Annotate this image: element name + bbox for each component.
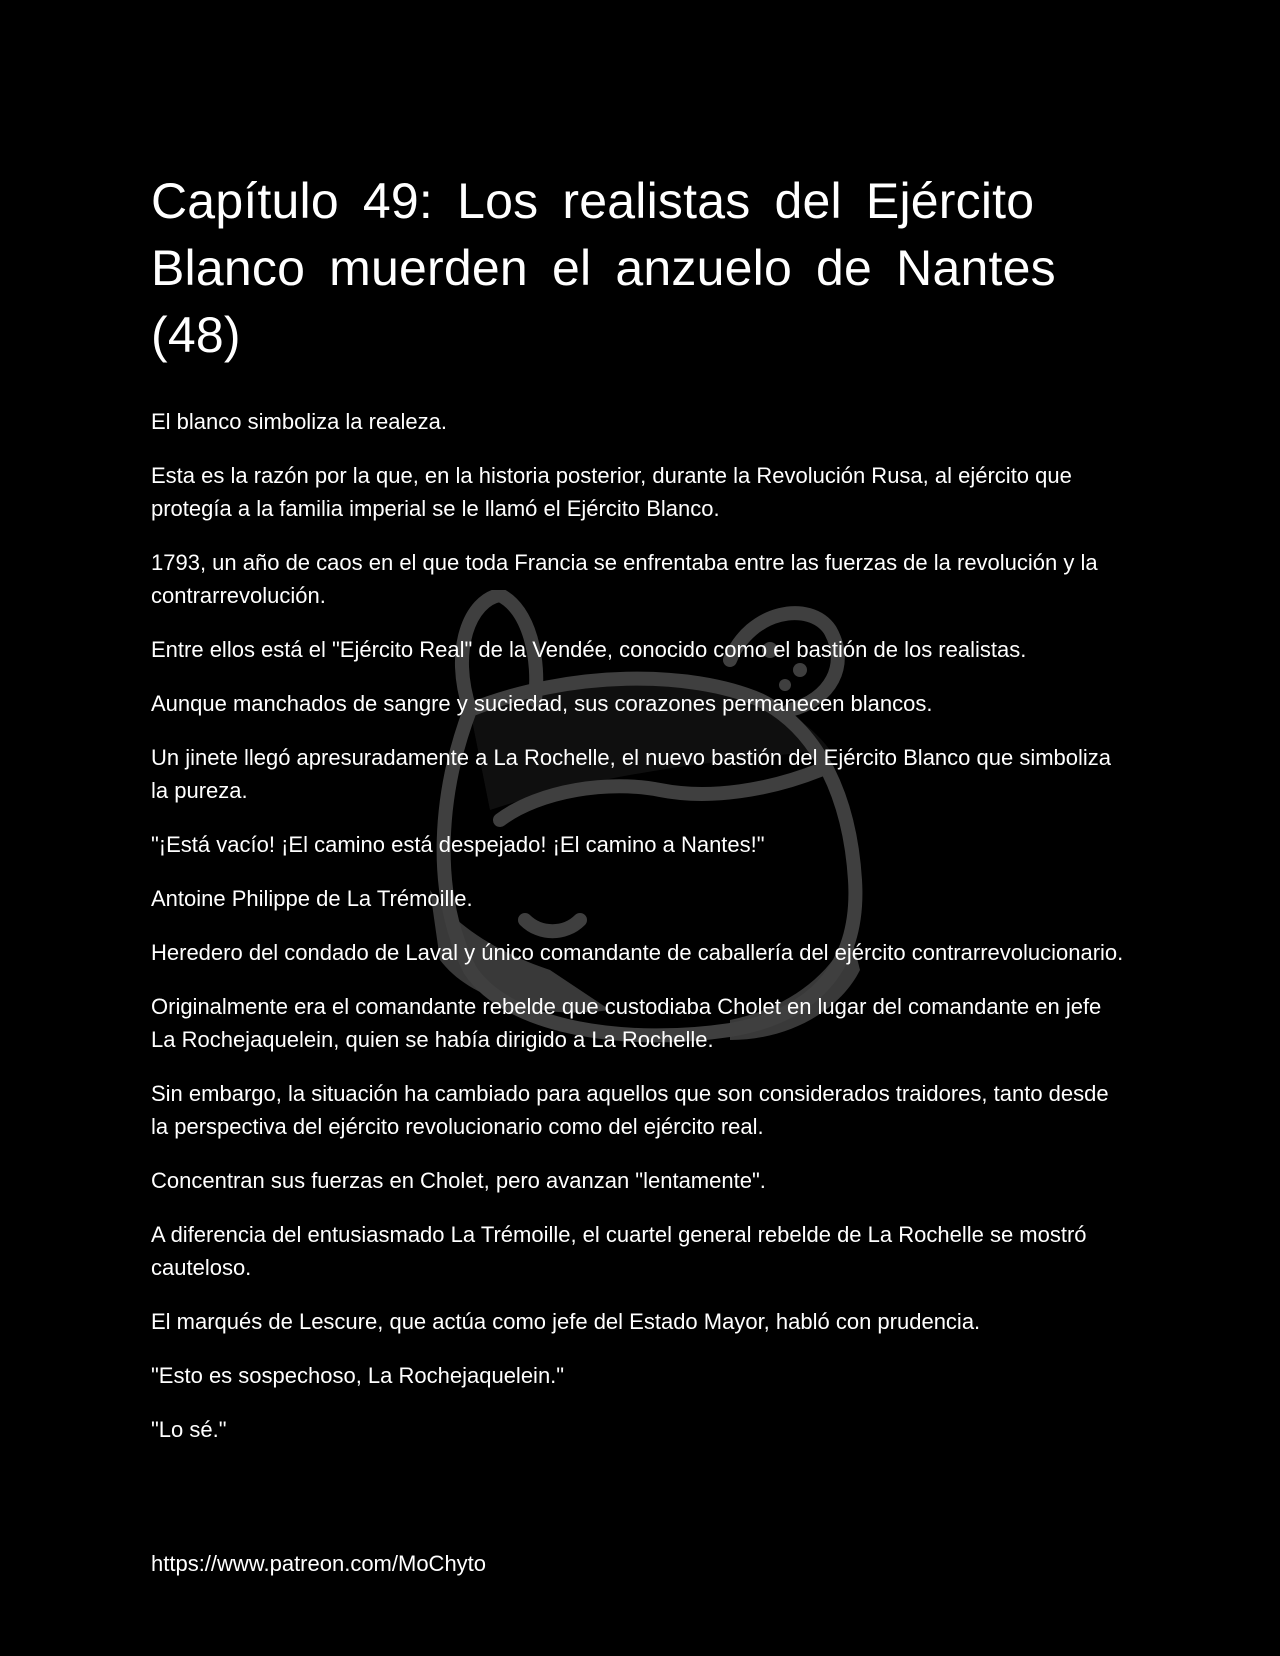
- chapter-title: Capítulo 49: Los realistas del Ejército Blanco muerden el anzuelo de Nantes (48): [151, 173, 1056, 363]
- paragraph: "Lo sé.": [151, 1417, 227, 1442]
- paragraph: Aunque manchados de sangre y suciedad, sus corazones permanecen blancos.: [151, 691, 933, 716]
- patreon-link[interactable]: https://www.patreon.com/MoChyto: [151, 1551, 487, 1576]
- paragraph: "¡Está vacío! ¡El camino está despejado! ¡El camino a Nantes!": [151, 832, 765, 857]
- paragraph: El blanco simboliza la realeza.: [151, 409, 447, 434]
- paragraph: Esta es la razón por la que, en la historia posterior, durante la Revolución Rusa, al ejército que protegía a la familia imperial se le llamó el Ejército Blanco.: [151, 463, 1072, 521]
- paragraph: Entre ellos está el "Ejército Real" de la Vendée, conocido como el bastión de los realistas.: [151, 637, 1027, 662]
- paragraph: 1793, un año de caos en el que toda Francia se enfrentaba entre las fuerzas de la revolución y la contrarrevolución.: [151, 550, 1098, 608]
- paragraph: Antoine Philippe de La Trémoille.: [151, 886, 473, 911]
- paragraph: Originalmente era el comandante rebelde que custodiaba Cholet en lugar del comandante en jefe La Rochejaquelein, quien se había dirigido a La Rochelle.: [151, 994, 1102, 1052]
- chapter-page: [151, 168, 1126, 1467]
- paragraph: Heredero del condado de Laval y único comandante de caballería del ejército contrarrevolucionario.: [151, 940, 1124, 965]
- paragraph: El marqués de Lescure, que actúa como jefe del Estado Mayor, habló con prudencia.: [151, 1309, 981, 1334]
- paragraph: Sin embargo, la situación ha cambiado para aquellos que son considerados traidores, tanto desde la perspectiva del ejército revolucionario como del ejército real.: [151, 1081, 1109, 1139]
- paragraph: A diferencia del entusiasmado La Trémoille, el cuartel general rebelde de La Rochelle se mostró cauteloso.: [151, 1222, 1087, 1280]
- paragraph: Concentran sus fuerzas en Cholet, pero avanzan "lentamente".: [151, 1168, 766, 1193]
- paragraph: Un jinete llegó apresuradamente a La Rochelle, el nuevo bastión del Ejército Blanco que simboliza la pureza.: [151, 745, 1112, 803]
- paragraph: "Esto es sospechoso, La Rochejaquelein.": [151, 1363, 565, 1388]
